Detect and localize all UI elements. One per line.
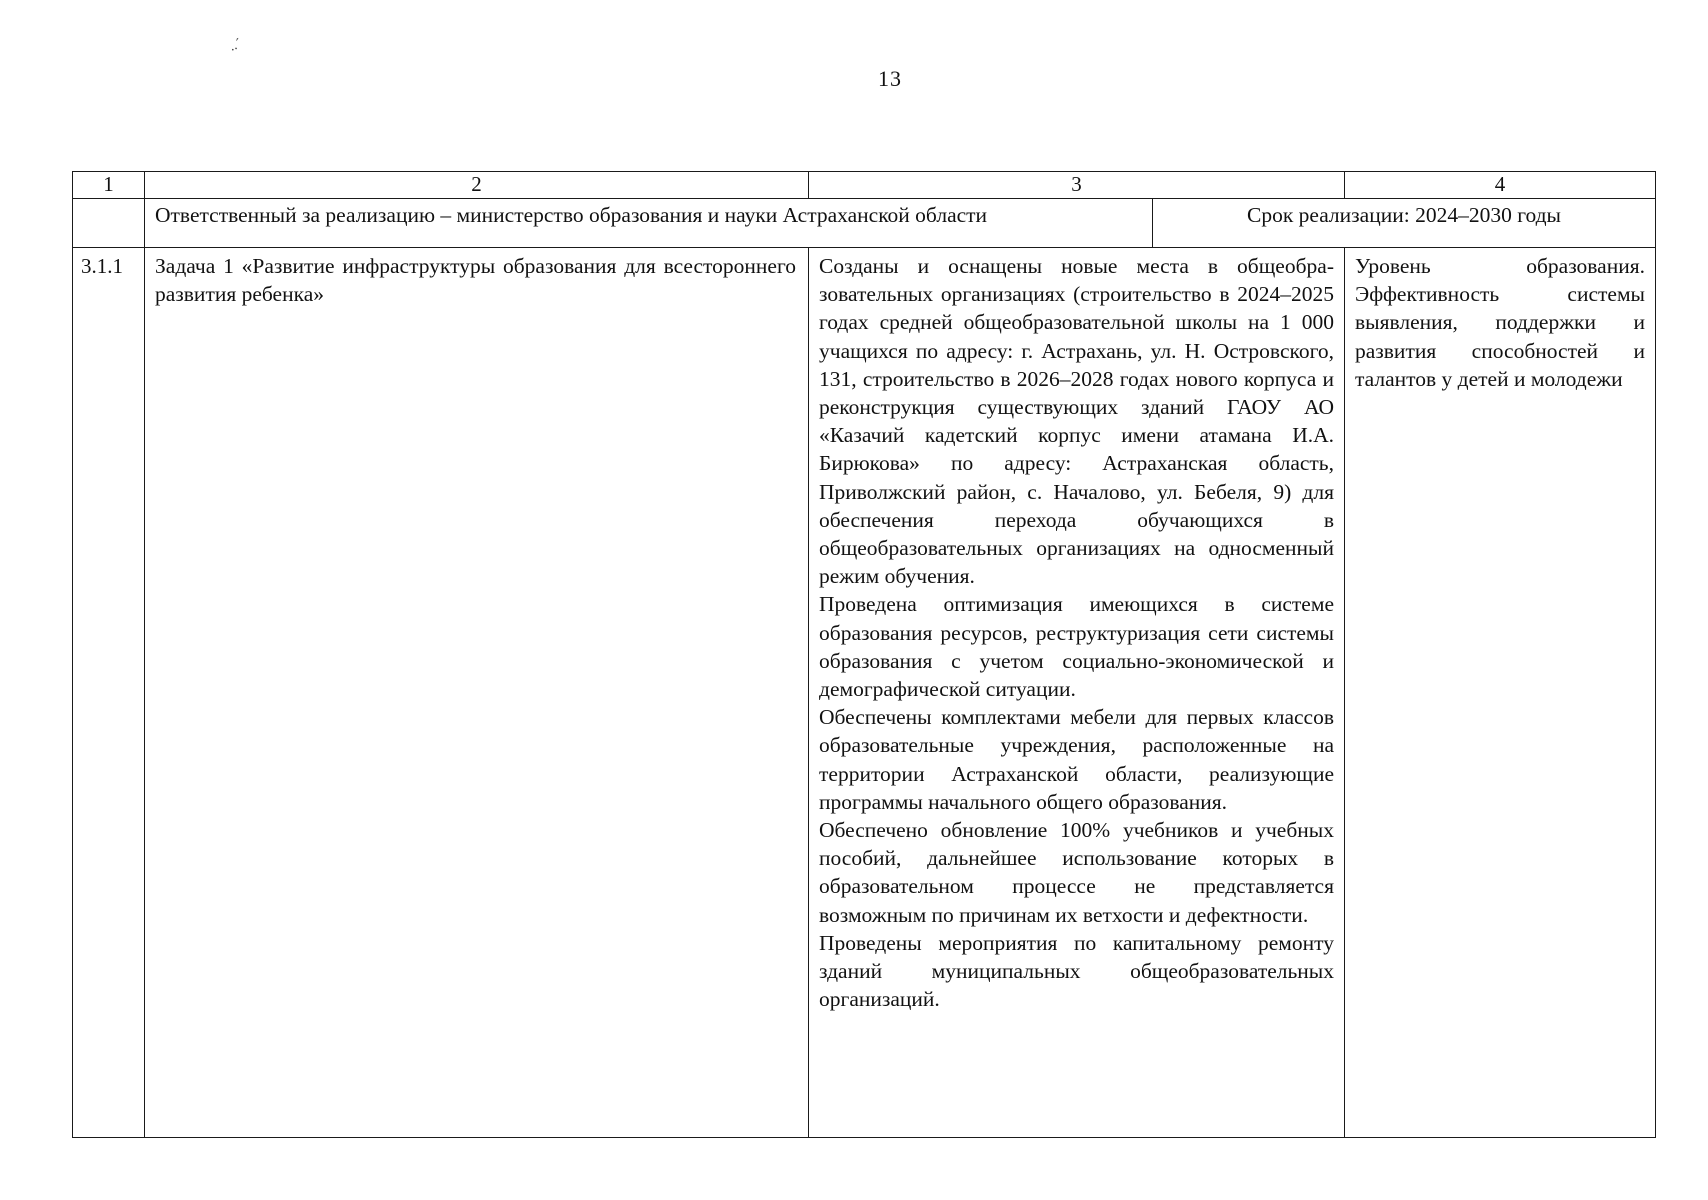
row-code: 3.1.1 <box>73 248 145 1138</box>
task-text: Задача 1 «Развитие инфраструктуры образования для всестороннего развития ребенка» <box>145 248 809 1138</box>
result-paragraph: Проведены мероприятия по капитальному ремонту зданий муниципальных общеобразовательных организаций. <box>819 930 1334 1012</box>
responsible-inner <box>145 199 1655 247</box>
result-paragraph: Проведена оптимизация имеющихся в системе образования ресурсов, реструктуризация сети системы образования с учетом социально-экономической и демографической ситуации. <box>819 592 1334 702</box>
result-paragraph: Обеспечено обновление 100% учебников и учебных пособий, дальнейшее использование которых в образовательном процессе не представляется возможным по причинам их ветхости и дефектности. <box>819 818 1334 927</box>
table-row <box>73 248 1656 1138</box>
plan-table <box>72 171 1656 1138</box>
responsible-row <box>73 199 1656 248</box>
column-number-3: 3 <box>809 172 1345 199</box>
column-number-row <box>73 172 1656 199</box>
result-paragraph: Созданы и оснащены новые места в общеобразовательных организациях (строительство в 2024–2025 годах средней общеобразовательной школы на 1 000 учащихся по адресу: г. Астрахань, ул. Н. Островского, 131, строительство в 2026–2028 годах нового корпуса и реконструкция существующих зданий ГАОУ АО «Казачий кадетский корпус имени атамана И.А. Бирюкова» по адресу: Астраханская область, Приволжский район, с. Началово, ул. Бебеля, 9) для обеспечения перехода обучающихся в общеобразовательных организациях на односменный режим обучения. <box>819 254 1334 589</box>
result-paragraph: Обеспечены комплектами мебели для первых классов образовательные учреждения, расположенные на территории Астраханской области, реализующие программы начального общего образования. <box>819 705 1334 814</box>
column-number-4: 4 <box>1345 172 1656 199</box>
responsible-text: Ответственный за реализацию – министерство образования и науки Астраханской области <box>145 199 1153 247</box>
scan-artifact: ..´ <box>227 36 244 55</box>
column-number-2: 2 <box>145 172 809 199</box>
empty-code-cell <box>73 199 145 248</box>
indicators-text: Уровень образования. Эффективность системы выявления, поддержки и развития способностей и талантов у детей и молодежи <box>1345 248 1656 1138</box>
column-number-1: 1 <box>73 172 145 199</box>
page-number: 13 <box>878 66 902 91</box>
responsible-cell <box>145 199 1656 248</box>
results-cell <box>809 248 1345 1138</box>
term-text: Срок реализации: 2024–2030 годы <box>1246 203 1561 227</box>
